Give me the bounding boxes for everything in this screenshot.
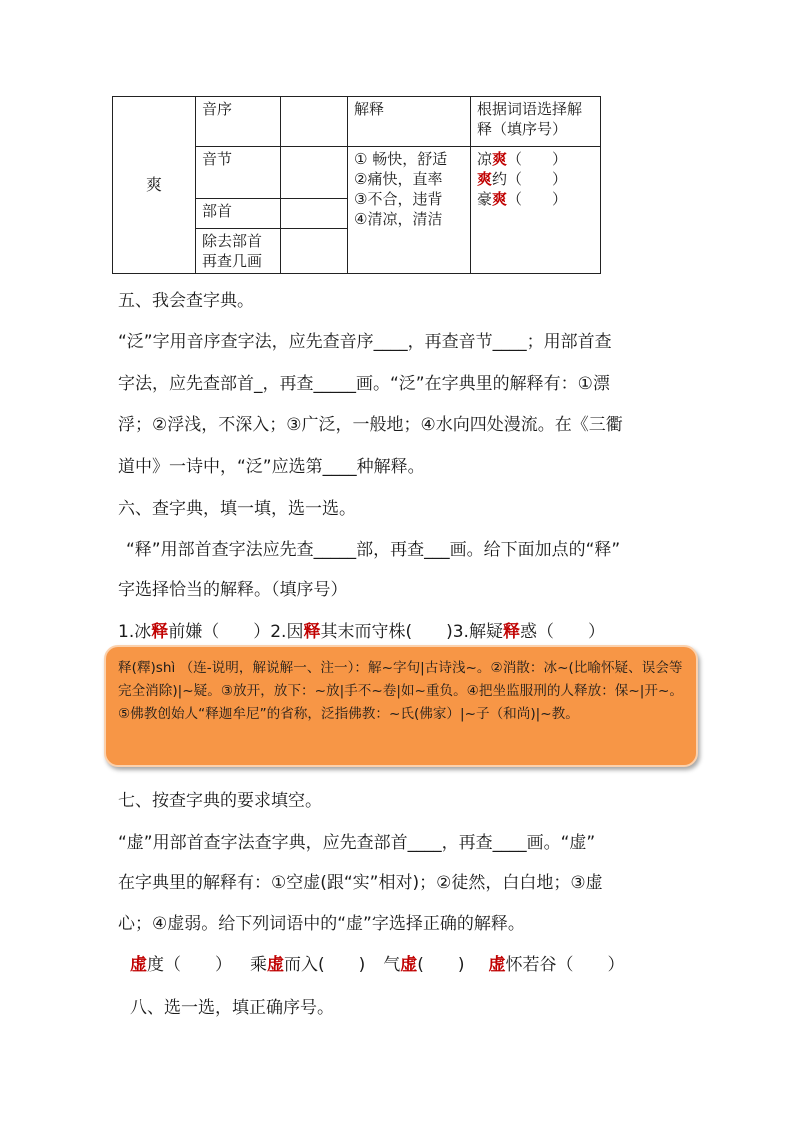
- item-2[interactable]: 2.因释其末而守株( ): [270, 622, 453, 642]
- section-6-line: “释”用部首查字法应先查_____部，再查___画。给下面加点的“释”: [126, 540, 621, 560]
- pick-item-2[interactable]: 爽约（ ）: [477, 170, 568, 188]
- dictionary-table: [112, 96, 601, 274]
- expl-item: ③不合，违背: [354, 190, 443, 208]
- item-3[interactable]: 气虚( ): [383, 955, 465, 975]
- section-7-line: 在字典里的解释有：①空虚(跟“实”相对)；②徒然，白白地；③虚: [118, 873, 603, 893]
- expl-item: ④清凉，清洁: [354, 210, 443, 228]
- item-2[interactable]: 乘虚而入( ): [250, 955, 366, 975]
- section-6-heading: 六、查字典，填一填，选一选。: [118, 499, 356, 519]
- blank-yinxu[interactable]: [281, 97, 348, 147]
- section-8-heading: 八、选一选，填正确序号。: [130, 998, 334, 1018]
- expl-item: ① 畅快，舒适: [354, 150, 448, 168]
- section-6-items: [118, 617, 605, 642]
- blank-yinjie[interactable]: [281, 147, 348, 199]
- section-5-heading: 五、我会查字典。: [118, 291, 254, 311]
- callout-text: 释(釋)shì （连-说明，解说解一、注一）：解~字句|古诗浅~。②消散：冰~(比喻怀疑、误会等完全消除)|~疑。③放开，放下：~放|手不~卷|如~重负。④把坐监服刑的人释放：保~|开~。⑤佛教创始人“释迦牟尼”的省称，泛指佛教：~氏(佛家）|~子（和尚)|~教。: [118, 660, 683, 722]
- expl-item: ②痛快，直率: [354, 170, 443, 188]
- section-7-heading: 七、按查字典的要求填空。: [118, 791, 322, 811]
- pick-header-line-1: 根据词语选择解: [477, 100, 583, 118]
- label-yinjie: 音节: [196, 147, 281, 199]
- section-5-line: 道中》一诗中，“泛”应选第____种解释。: [118, 457, 425, 477]
- section-5-line: 字法，应先查部首_，再查_____画。“泛”在字典里的解释有：①漂: [118, 374, 610, 394]
- section-5-line: 浮；②浮浅，不深入；③广泛，一般地；④水向四处漫流。在《三衢: [118, 415, 623, 435]
- expl-header: 解释: [348, 97, 471, 147]
- expl-list: [348, 147, 471, 274]
- label-bushou: 部首: [196, 199, 281, 229]
- pick-header: [471, 97, 601, 147]
- item-1[interactable]: 虚度（ ）: [130, 955, 232, 975]
- section-7-line: 心；④虚弱。给下列词语中的“虚”字选择正确的解释。: [118, 914, 525, 934]
- dictionary-entry-callout: [104, 645, 698, 767]
- blank-bihua[interactable]: [281, 229, 348, 274]
- pick-header-line-2: 释（填序号）: [477, 120, 568, 138]
- section-7-line: “虚”用部首查字法查字典，应先查部首____，再查____画。“虚”: [118, 833, 596, 853]
- section-6-line: 字选择恰当的解释。（填序号）: [118, 580, 348, 600]
- item-3[interactable]: 3.解疑释惑（ ）: [452, 622, 605, 642]
- blank-bushou[interactable]: [281, 199, 348, 229]
- section-7-items: [130, 950, 625, 975]
- item-4[interactable]: 虚怀若谷（ ）: [488, 955, 625, 975]
- table-char: 爽: [113, 97, 196, 274]
- label-bihua: 除去部首 再查几画: [196, 229, 281, 274]
- item-1[interactable]: 1.冰释前嫌（ ）: [118, 622, 271, 642]
- pick-item-3[interactable]: 豪爽（ ）: [477, 190, 568, 208]
- section-5-line: “泛”字用音序查字法，应先查音序____，再查音节____；用部首查: [118, 332, 612, 352]
- pick-item-1[interactable]: 凉爽（ ）: [477, 150, 568, 168]
- label-yinxu: 音序: [196, 97, 281, 147]
- pick-list: [471, 147, 601, 274]
